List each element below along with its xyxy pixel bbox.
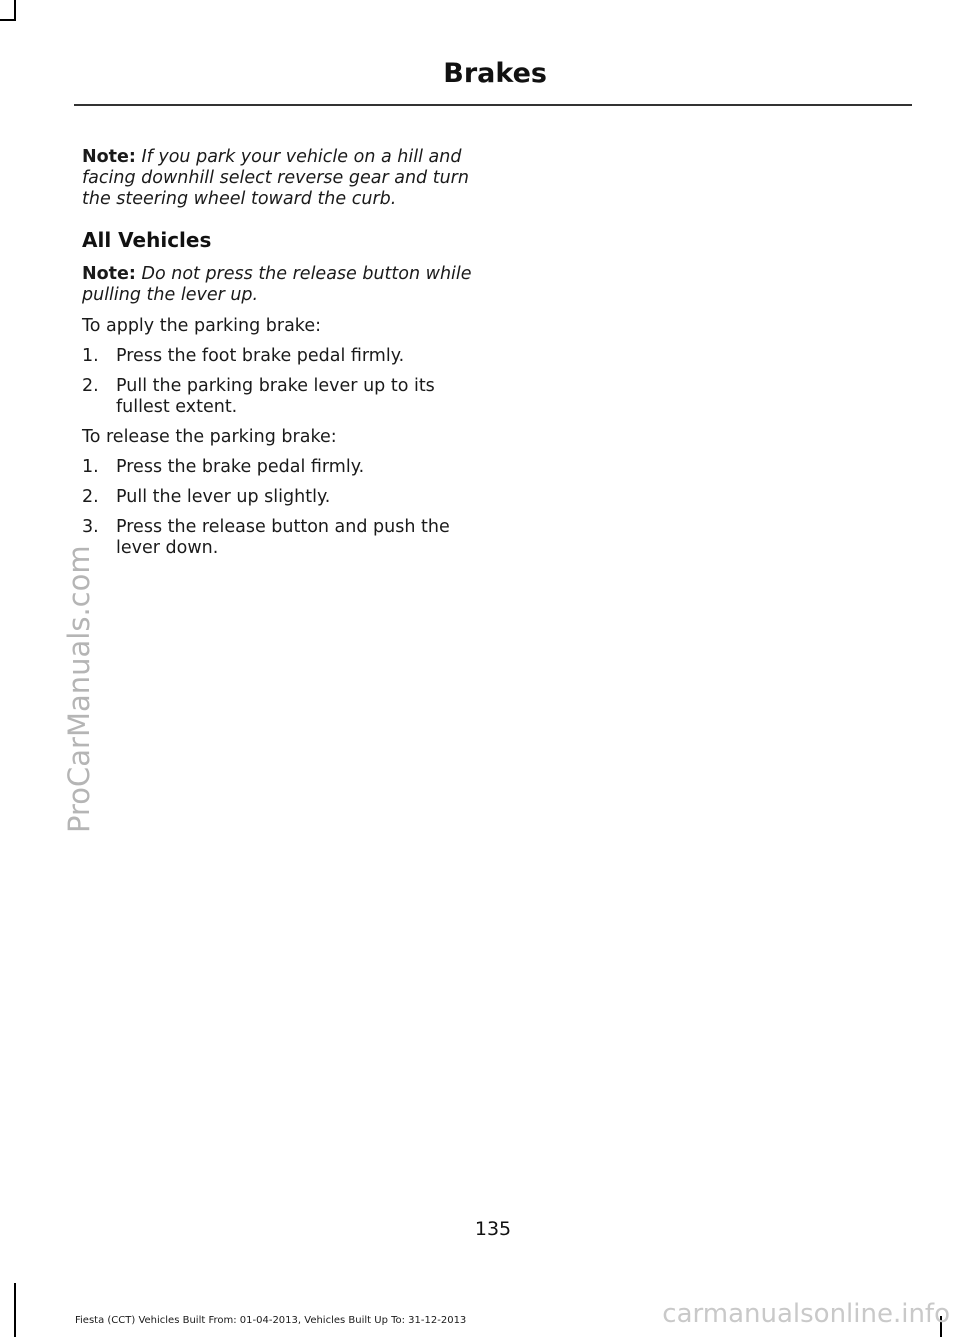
step-text: Press the foot brake pedal firmly.: [116, 346, 405, 366]
step-text: Press the release button and push the lever down.: [116, 517, 450, 558]
note-release-button: [82, 264, 482, 306]
crop-mark-top-left-vertical: [14, 0, 16, 20]
release-intro: To release the parking brake:: [82, 427, 337, 447]
note-text: Do not press the release button while pulling the lever up.: [82, 264, 472, 305]
step-text: Pull the parking brake lever up to its fullest extent.: [116, 376, 435, 417]
crop-mark-top-left-horizontal: [0, 19, 16, 21]
apply-intro: To apply the parking brake:: [82, 316, 321, 336]
step-number: 1.: [82, 457, 99, 477]
page-number: 135: [474, 1218, 512, 1240]
step-number: 2.: [82, 487, 99, 507]
release-steps-list: [82, 457, 482, 559]
apply-steps-list: [82, 346, 482, 418]
note-label: Note:: [82, 264, 136, 284]
side-watermark: ProCarManuals.com: [62, 545, 96, 833]
step-number: 1.: [82, 346, 99, 366]
step-number: 2.: [82, 376, 99, 396]
list-item: [82, 457, 482, 478]
main-column: [82, 147, 482, 568]
list-item: [82, 376, 482, 418]
note-downhill-parking: [82, 147, 482, 210]
subheading-all-vehicles: All Vehicles: [82, 228, 212, 252]
step-text: Pull the lever up slightly.: [116, 487, 331, 507]
footer-vehicle-info: Fiesta (CCT) Vehicles Built From: 01-04-2013, Vehicles Built Up To: 31-12-2013: [75, 1315, 467, 1326]
crop-mark-bottom-left-vertical: [14, 1283, 16, 1337]
note-label: Note:: [82, 147, 136, 167]
step-text: Press the brake pedal firmly.: [116, 457, 365, 477]
bottom-watermark: carmanualsonline.info: [662, 1299, 950, 1329]
step-number: 3.: [82, 517, 99, 537]
list-item: [82, 517, 482, 559]
list-item: [82, 487, 482, 508]
note-text: If you park your vehicle on a hill and facing downhill select reverse gear and turn the steering wheel toward the curb.: [82, 147, 469, 209]
list-item: [82, 346, 482, 367]
section-title: Brakes: [443, 58, 547, 89]
header-rule: [74, 104, 912, 106]
